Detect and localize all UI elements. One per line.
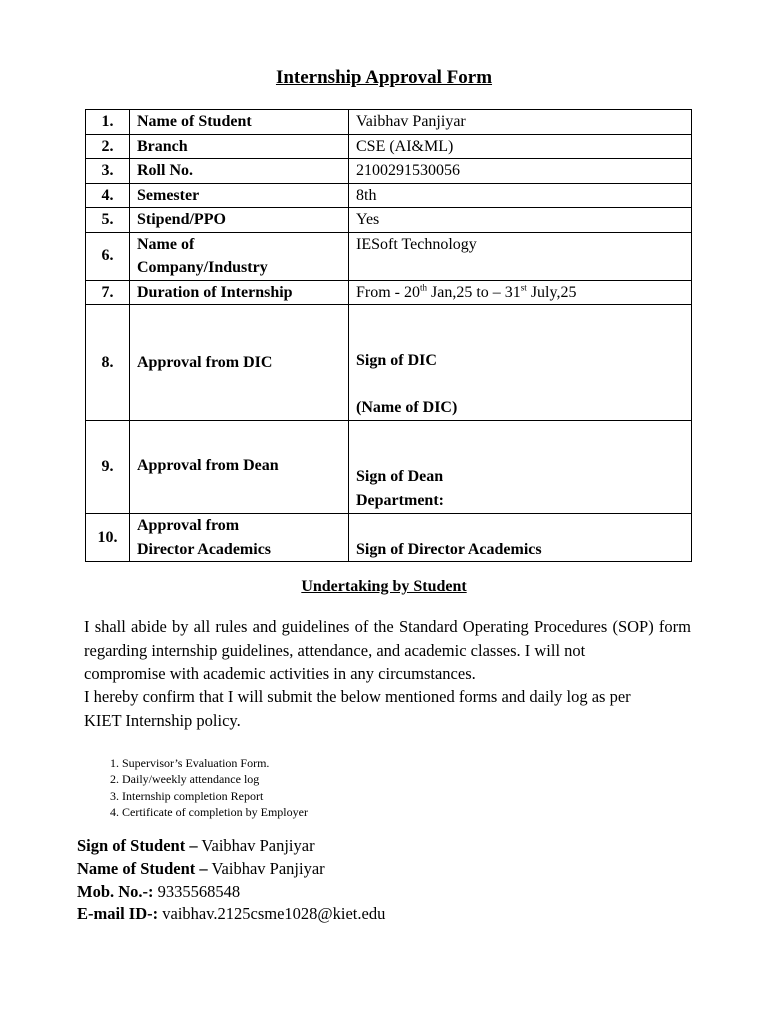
list-item: 3. Internship completion Report [122, 788, 308, 804]
department-label: Department: [356, 491, 444, 509]
table-row [86, 183, 692, 208]
row-number: 8. [86, 305, 130, 421]
field-value: 8th [349, 183, 692, 208]
student-name-line [77, 858, 325, 881]
row-number: 9. [86, 421, 130, 514]
sign-label: Sign of DIC [356, 352, 437, 369]
paragraph-text: I shall abide by all rules and guidelines of the Standard Operating Procedures (SOP) form regarding internship guidelines, attendance, and academic classes. I will not [84, 617, 691, 660]
field-value: Vaibhav Panjiyar [349, 110, 692, 135]
row-number: 2. [86, 134, 130, 159]
field-label [130, 514, 349, 562]
name-value: Vaibhav Panjiyar [207, 859, 325, 878]
table-row [86, 159, 692, 184]
mobile-value: 9335568548 [153, 882, 241, 901]
signature-value: Vaibhav Panjiyar [197, 836, 315, 855]
field-value: CSE (AI&ML) [349, 134, 692, 159]
field-label: Semester [130, 183, 349, 208]
duration-text: Jan,25 to – 31 [427, 283, 521, 301]
email-line [77, 903, 385, 926]
table-row [86, 305, 692, 421]
duration-value [349, 280, 692, 305]
row-number: 1. [86, 110, 130, 135]
row-number: 7. [86, 280, 130, 305]
field-label [130, 232, 349, 280]
field-label: Branch [130, 134, 349, 159]
ordinal-suffix: st [520, 282, 527, 293]
mobile-label: Mob. No.-: [77, 882, 154, 901]
name-label: Name of Student – [77, 859, 208, 878]
ordinal-suffix: th [420, 282, 428, 293]
table-row [86, 110, 692, 135]
signature-label: Sign of Student – [77, 836, 198, 855]
list-item: 1. Supervisor’s Evaluation Form. [122, 755, 308, 771]
sign-label: Sign of Director Academics [356, 540, 542, 558]
duration-text: July,25 [526, 283, 577, 301]
signature-cell [349, 514, 692, 562]
paragraph-text: KIET Internship policy. [84, 710, 241, 730]
row-number: 10. [86, 514, 130, 562]
field-label: Name of Student [130, 110, 349, 135]
name-label: (Name of DIC) [356, 399, 458, 416]
field-label: Stipend/PPO [130, 208, 349, 233]
row-number: 4. [86, 183, 130, 208]
label-line: Approval from [137, 517, 240, 534]
undertaking-paragraph [84, 615, 691, 686]
sign-label: Sign of Dean [356, 468, 444, 485]
form-title: Internship Approval Form [275, 67, 493, 88]
approval-table [85, 109, 692, 562]
table-row [86, 208, 692, 233]
table-row [86, 280, 692, 305]
field-label: Roll No. [130, 159, 349, 184]
table-row [86, 514, 692, 562]
table-row [86, 134, 692, 159]
mobile-line [77, 881, 240, 904]
table-row [86, 421, 692, 514]
documents-list [98, 755, 308, 820]
signature-cell [349, 421, 692, 514]
row-number: 3. [86, 159, 130, 184]
student-signature-line [77, 835, 315, 858]
row-number: 6. [86, 232, 130, 280]
duration-text: From - 20 [356, 283, 420, 301]
field-value: IESoft Technology [349, 232, 692, 280]
label-line: Director Academics [137, 540, 272, 558]
paragraph-text: compromise with academic activities in any circumstances. [84, 664, 476, 683]
field-value: 2100291530056 [349, 159, 692, 184]
email-value: vaibhav.2125csme1028@kiet.edu [158, 904, 386, 923]
signature-cell [349, 305, 692, 421]
field-value: Yes [349, 208, 692, 233]
paragraph-text: I hereby confirm that I will submit the below mentioned forms and daily log as per [84, 687, 631, 706]
row-number: 5. [86, 208, 130, 233]
label-line: Company/Industry [137, 259, 268, 276]
email-label: E-mail ID-: [77, 904, 159, 923]
field-label: Approval from DIC [130, 305, 349, 421]
list-item: 4. Certificate of completion by Employer [122, 804, 308, 820]
label-line: Name of [137, 235, 195, 253]
field-label: Approval from Dean [130, 421, 349, 514]
undertaking-title: Undertaking by Student [301, 578, 467, 595]
list-item: 2. Daily/weekly attendance log [122, 771, 308, 787]
field-label: Duration of Internship [130, 280, 349, 305]
table-row [86, 232, 692, 280]
confirmation-paragraph [84, 685, 691, 732]
